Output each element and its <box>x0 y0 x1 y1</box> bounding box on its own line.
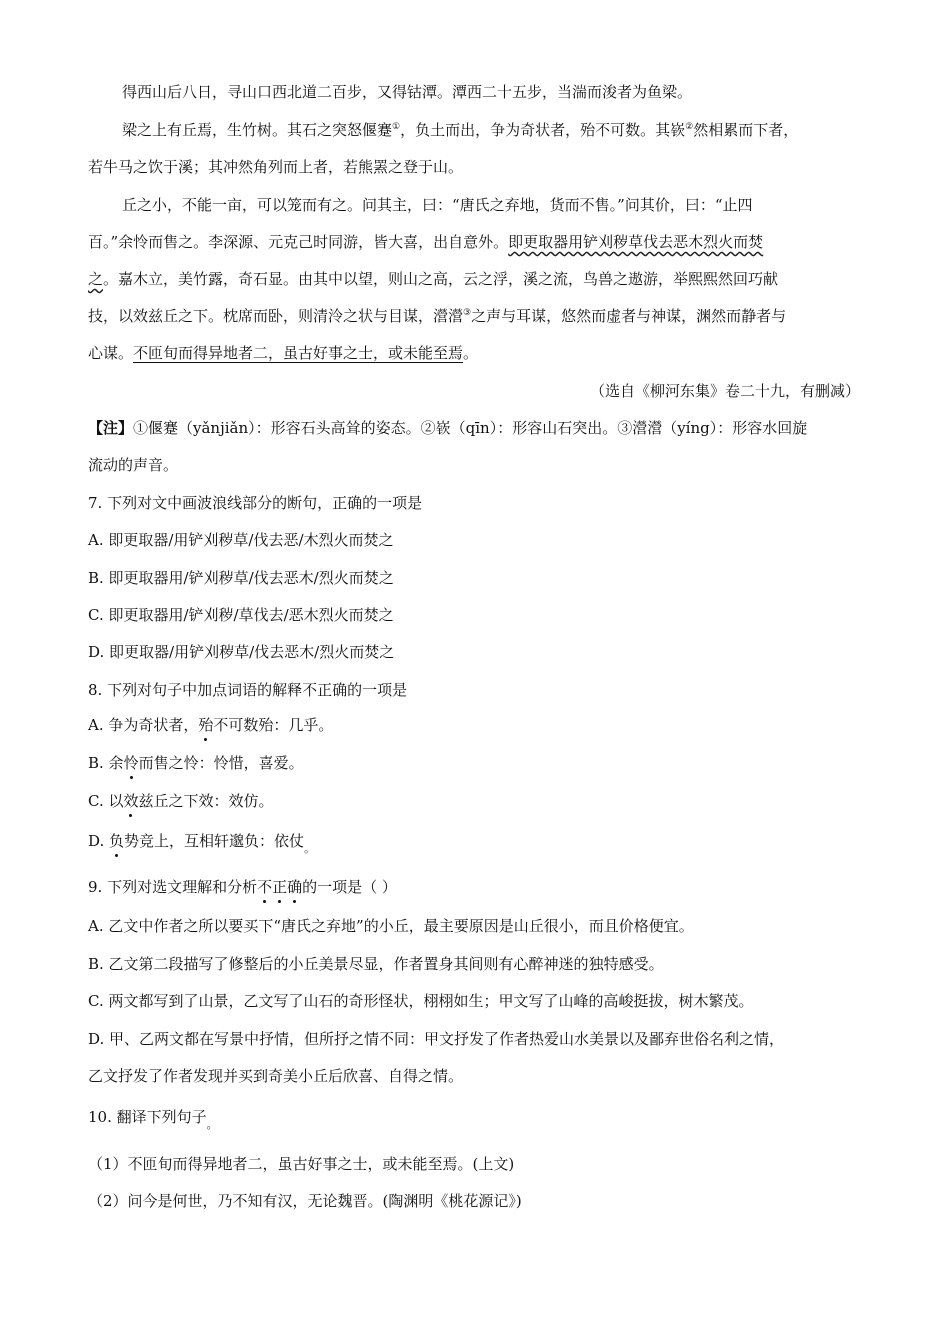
footnote-marker: ③ <box>463 308 472 318</box>
dotted-word: 效 <box>123 792 139 810</box>
question-9-stem <box>88 876 397 897</box>
question-7-option-d[interactable]: D. 即更取器/用铲刈秽草/伐去恶木/烈火而焚之 <box>88 643 395 661</box>
stem-text: 9. 下列对选文理解和分析 <box>88 878 258 896</box>
question-7-option-b[interactable]: B. 即更取器用/铲刈秽草/伐去恶木/烈火而焚之 <box>88 569 394 587</box>
dotted-word: 正 <box>272 878 288 896</box>
question-9-option-c[interactable]: C. 两文都写到了山景，乙文写了山石的奇形怪状，栩栩如生；甲文写了山峰的高峻挺拔，树木繁茂。 <box>88 992 754 1010</box>
wavy-underlined-text: 之 <box>88 270 104 288</box>
question-9-option-b[interactable]: B. 乙文第二段描写了修整后的小丘美景尽显，作者置身其间则有心醉神迷的独特感受。 <box>88 955 664 973</box>
option-text: 。 <box>304 842 316 855</box>
question-8-option-a[interactable] <box>88 714 333 735</box>
passage-paragraph-3-line-5 <box>88 342 478 363</box>
option-text: 势竞上，互相轩邈负：依仗 <box>124 832 305 850</box>
passage-text: 然相累而下者， <box>693 121 799 139</box>
question-9-option-a[interactable]: A. 乙文中作者之所以要买下“唐氏之弃地”的小丘，最主要原因是山丘很小，而且价格便宜。 <box>88 917 694 935</box>
passage-text: 丘之小，不能一亩，可以笼而有之。问其主，曰：“唐氏之弃地，货而不售。”问其价，曰：“止四 <box>122 196 753 214</box>
passage-paragraph-2-line-1 <box>122 119 798 140</box>
question-7-stem: 7. 下列对文中画波浪线部分的断句，正确的一项是 <box>88 494 423 512</box>
question-9-option-d-line-2[interactable]: 乙文抒发了作者发现并买到奇美小丘后欣喜、自得之情。 <box>88 1067 464 1085</box>
question-9-option-d-line-1[interactable]: D. 甲、乙两文都在写景中抒情，但所抒之情不同：甲文抒发了作者热爱山水美景以及鄙弃世俗名利之情， <box>88 1030 785 1048</box>
option-text: A. 争为奇状者， <box>88 716 199 734</box>
question-7-option-a[interactable]: A. 即更取器/用铲刈秽草/伐去恶/木烈火而焚之 <box>88 531 394 549</box>
stem-text: 的一项是（ ） <box>302 878 397 896</box>
footnote-marker: ② <box>685 122 694 132</box>
dotted-word: 不 <box>257 878 273 896</box>
question-10-sentence-1: （1）不匝旬而得异地者二，虽古好事之士，或未能至焉。(上文) <box>88 1155 515 1173</box>
passage-text: 若牛马之饮于溪；其冲然角列而上者，若熊罴之登于山。 <box>88 158 464 176</box>
passage-paragraph-2-line-2 <box>88 156 463 177</box>
footnote-marker: ① <box>392 122 401 132</box>
notes-line-2: 流动的声音。 <box>88 456 179 474</box>
passage-text: 得西山后八日，寻山口西北道二百步，又得钴潭。潭西二十五步，当湍而浚者为鱼梁。 <box>122 83 693 101</box>
passage-paragraph-1 <box>122 81 692 102</box>
dotted-word: 怜 <box>123 754 139 772</box>
option-text: 而售之怜：怜惜，喜爱。 <box>138 754 304 772</box>
passage-paragraph-3-line-2 <box>88 231 763 252</box>
option-text: 兹丘之下效：效仿。 <box>138 792 274 810</box>
passage-paragraph-3-line-3 <box>88 268 778 289</box>
question-7-option-c[interactable]: C. 即更取器用/铲刈秽/草伐去/恶木烈火而焚之 <box>88 606 394 624</box>
passage-paragraph-3-line-1 <box>122 194 753 215</box>
notes-text: ①偃蹇（yǎnjiǎn）：形容石头高耸的姿态。②嵚（qīn）：形容山石突出。③瀯瀯（yíng）：形容水回旋 <box>133 419 808 437</box>
passage-text: 。嘉木立，美竹露，奇石显。由其中以望，则山之高，云之浮，溪之流，鸟兽之遨游，举熙熙然回巧献 <box>103 270 779 288</box>
dotted-word: 确 <box>287 878 303 896</box>
option-text: B. 余 <box>88 754 124 772</box>
option-text: C. 以 <box>88 792 124 810</box>
dotted-word: 殆 <box>198 716 214 734</box>
passage-source: （选自《柳河东集》卷二十九，有删减） <box>589 382 860 400</box>
option-text: 不可数殆：几乎。 <box>213 716 334 734</box>
question-8-option-c[interactable] <box>88 790 274 811</box>
underlined-text: 不匝旬而得异地者二，虽古好事之士，或未能至焉 <box>133 344 464 362</box>
passage-paragraph-3-line-4 <box>88 305 786 326</box>
wavy-underlined-text: 即更取器用铲刈秽草伐去恶木烈火而焚 <box>508 233 764 251</box>
passage-text: 百。”余怜而售之。李深源、元克己时同游，皆大喜，出自意外。 <box>88 233 509 251</box>
option-text: D. <box>88 832 110 850</box>
passage-text: 梁之上有丘焉，生竹树。其石之突怒偃蹇 <box>122 121 393 139</box>
passage-text: 心谋。 <box>88 344 134 362</box>
passage-text: 之声与耳谋，悠然而虚者与神谋，渊然而静者与 <box>471 307 787 325</box>
stem-text: 10. 翻译下列句子 <box>88 1108 207 1126</box>
passage-text: ，负土而出，争为奇状者，殆不可数。其嵚 <box>400 121 686 139</box>
question-8-option-d[interactable] <box>88 830 316 855</box>
stem-text: 。 <box>206 1118 218 1131</box>
question-10-stem <box>88 1106 218 1131</box>
passage-text: 技，以效兹丘之下。枕席而卧，则清泠之状与目谋，瀯瀯 <box>88 307 464 325</box>
passage-text: 。 <box>463 344 479 362</box>
question-10-sentence-2: （2）问今是何世，乃不知有汉，无论魏晋。(陶渊明《桃花源记》) <box>88 1192 522 1210</box>
notes-line-1 <box>88 417 807 438</box>
dotted-word: 负 <box>109 832 125 850</box>
notes-label: 【注】 <box>88 419 134 437</box>
question-8-stem: 8. 下列对句子中加点词语的解释不正确的一项是 <box>88 681 408 699</box>
question-8-option-b[interactable] <box>88 752 304 773</box>
